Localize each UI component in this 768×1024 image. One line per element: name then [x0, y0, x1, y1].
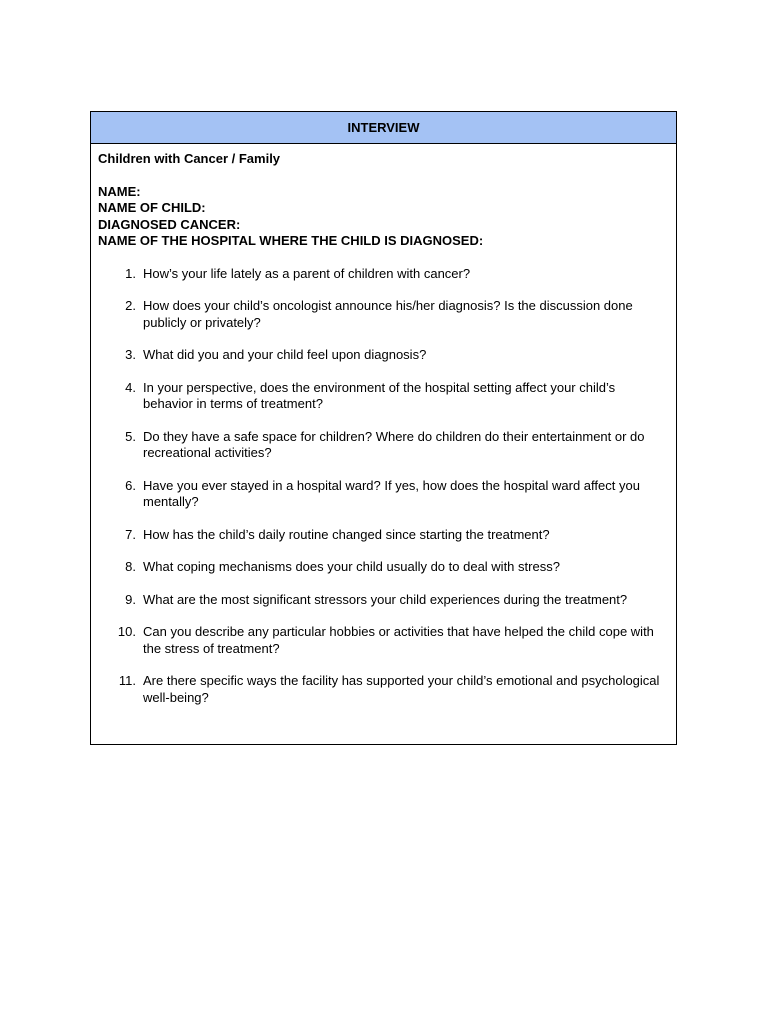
- question-text: Do they have a safe space for children? Where do children do their entertainment or do recreational activities?: [143, 428, 645, 460]
- question-item: [98, 592, 669, 609]
- question-item: [98, 347, 669, 364]
- question-item: [98, 527, 669, 544]
- info-fields: [98, 184, 669, 250]
- question-number: 3.: [125, 347, 136, 362]
- name-field-label: NAME:: [98, 183, 141, 199]
- question-text: Can you describe any particular hobbies or activities that have helped the child cope with the stress of treatment?: [143, 624, 654, 656]
- question-item: [98, 673, 669, 706]
- question-text: Are there specific ways the facility has supported your child’s emotional and psychological well-being?: [143, 673, 660, 705]
- question-item: [98, 298, 669, 331]
- question-number: 8.: [125, 559, 136, 574]
- question-number: 5.: [125, 428, 136, 444]
- form-header: [91, 112, 676, 144]
- question-item: [98, 624, 669, 657]
- question-number: 10.: [117, 624, 136, 639]
- form-subtitle: Children with Cancer / Family: [98, 151, 281, 166]
- question-number: 9.: [125, 591, 136, 607]
- question-item: [98, 266, 669, 283]
- question-number: 7.: [125, 526, 136, 542]
- question-text: In your perspective, does the environment of the hospital setting affect your child’s behavior in terms of treatment?: [143, 379, 616, 411]
- question-item: [98, 478, 669, 511]
- question-number: 11.: [118, 673, 136, 688]
- question-number: 4.: [125, 379, 136, 395]
- interview-form: [90, 111, 677, 745]
- question-number: 6.: [125, 477, 136, 493]
- diagnosed-cancer-field-label: DIAGNOSED CANCER:: [98, 216, 241, 232]
- question-text: What coping mechanisms does your child usually do to deal with stress?: [143, 559, 560, 574]
- question-number: 2.: [125, 298, 136, 313]
- question-text: Have you ever stayed in a hospital ward? If yes, how does the hospital ward affect you mentally?: [143, 477, 640, 509]
- question-item: [98, 380, 669, 413]
- question-text: How does your child’s oncologist announce his/her diagnosis? Is the discussion done publicly or privately?: [143, 298, 633, 330]
- form-header-title: INTERVIEW: [347, 120, 420, 135]
- question-text: What did you and your child feel upon diagnosis?: [143, 347, 427, 362]
- question-item: [98, 429, 669, 462]
- question-number: 1.: [125, 265, 136, 281]
- question-text: How’s your life lately as a parent of children with cancer?: [143, 265, 471, 281]
- hospital-name-field-label: NAME OF THE HOSPITAL WHERE THE CHILD IS DIAGNOSED:: [98, 233, 484, 248]
- question-text: How has the child’s daily routine changed since starting the treatment?: [143, 526, 550, 542]
- question-text: What are the most significant stressors your child experiences during the treatment?: [143, 591, 628, 607]
- question-item: [98, 559, 669, 576]
- child-name-field-label: NAME OF CHILD:: [98, 200, 206, 215]
- question-list: [98, 266, 669, 707]
- form-content: [91, 144, 676, 706]
